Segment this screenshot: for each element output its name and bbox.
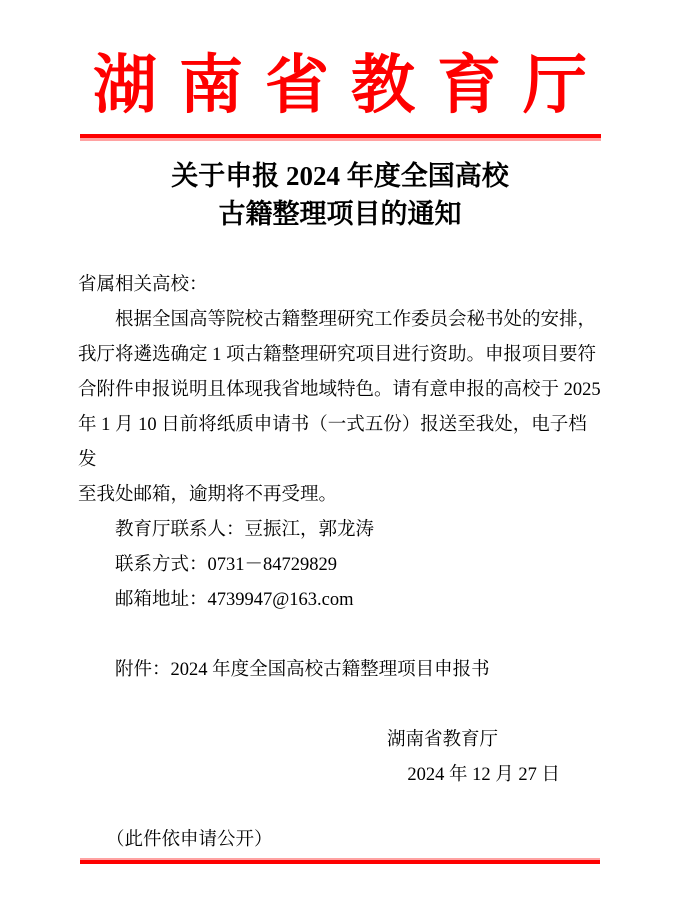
issue-date: 2024 年 12 月 27 日 <box>407 765 560 785</box>
blank-line <box>78 688 602 723</box>
contact-phone-line: 联系方式：0731－84729829 <box>115 555 338 575</box>
paragraph-line: 合附件申报说明且体现我省地域特色。请有意申报的高校于 2025 <box>78 380 601 400</box>
notice-title <box>0 157 680 233</box>
salutation: 省属相关高校： <box>78 275 208 295</box>
agency-masthead: 湖南省教育厅 <box>93 50 609 121</box>
paragraph-line: 至我处邮箱，逾期将不再受理。 <box>78 485 338 505</box>
disclosure-note: （此件依申请公开） <box>106 830 273 850</box>
contact-email-line: 邮箱地址：4739947@163.com <box>115 590 354 610</box>
paragraph-line: 根据全国高等院校古籍整理研究工作委员会秘书处的安排， <box>115 310 597 330</box>
notice-title-line-2: 古籍整理项目的通知 <box>218 199 462 229</box>
footer-separator-line <box>80 858 600 864</box>
notice-title-line-1: 关于申报 2024 年度全国高校 <box>171 161 509 191</box>
notice-body <box>78 268 602 858</box>
attachment-line: 附件：2024 年度全国高校古籍整理项目申报书 <box>115 660 490 680</box>
contact-person-line: 教育厅联系人：豆振江，郭龙涛 <box>115 520 375 540</box>
blank-line <box>78 618 602 653</box>
issuer-signature: 湖南省教育厅 <box>386 730 498 750</box>
paragraph-line: 年 1 月 10 日前将纸质申请书（一式五份）报送至我处，电子档发 <box>78 415 587 470</box>
header-separator-line <box>80 134 601 141</box>
paragraph-line: 我厅将遴选确定 1 项古籍整理研究项目进行资助。申报项目要符 <box>78 345 597 365</box>
blank-line <box>78 793 602 823</box>
